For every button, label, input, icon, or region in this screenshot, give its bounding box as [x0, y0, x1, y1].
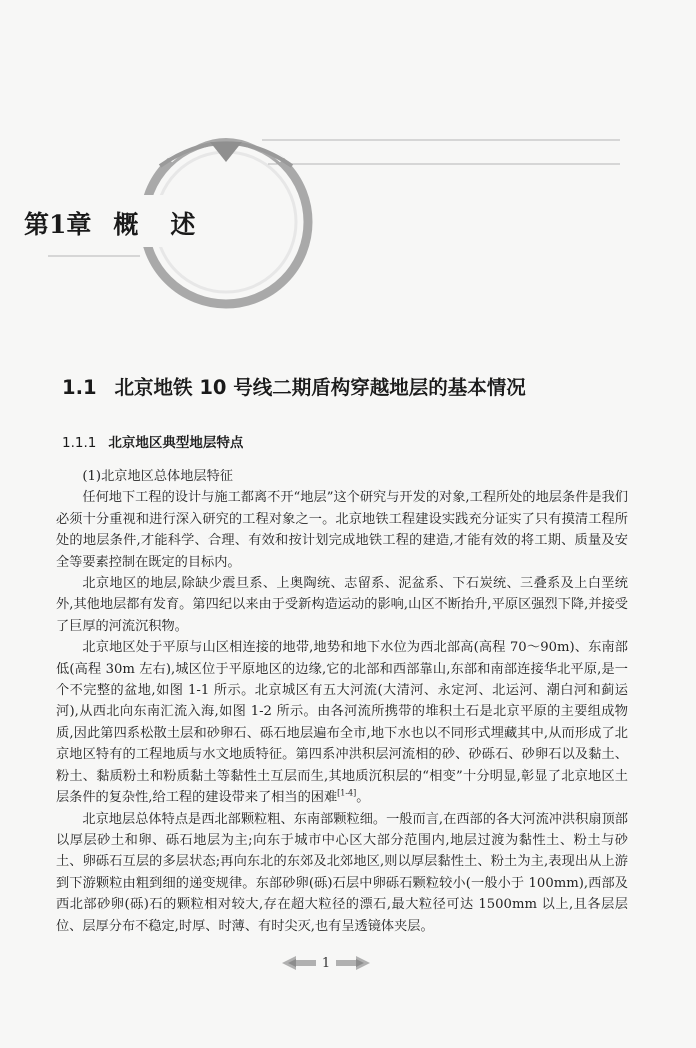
chapter-name: 概述	[113, 210, 228, 239]
chapter-ring-decoration	[0, 0, 696, 320]
page-number: 1	[321, 955, 331, 971]
page-footer	[276, 953, 376, 973]
subsection-number: 1.1.1	[62, 435, 97, 451]
paragraph-3-text: 北京地区处于平原与山区相连接的地带,地势和地下水位为西北部高(高程 70～90m)、东南部低(高程 30m 左右),城区位于平原地区的边缘,它的北部和西部靠山,东部和南部连接华北平原,是一个不完整的盆地,如图 1-1 所示。北京城区有五大河流(大清河、永定河、北运河、潮白河和蓟运河),从西北向东南汇流入海,如图 1-2 所示。由各河流所携带的堆积土石是北京平原的主要组成物质,因此第四系松散土层和砂卵石、砾石地层遍布全市,地下水也以不同形式埋藏其中,从而形成了北京地区特有的工程地质与水文地质特征。第四系冲洪积层河流相的砂、砂砾石、砂卵石以及黏土、粉土、黏质粉土和粉质黏土等黏性土互层而生,其地质沉积层的“相变”十分明显,彰显了北京地区土层条件的复杂性,给工程的建设带来了相当的困难	[56, 640, 628, 806]
section-title	[62, 372, 526, 400]
citation-ref: [1-4]	[337, 788, 357, 798]
subsection-title	[62, 431, 243, 451]
subsection-title-text: 北京地区典型地层特点	[108, 435, 244, 451]
paragraph-2: 北京地区的地层,除缺少震旦系、上奥陶统、志留系、泥盆系、下石炭统、三叠系及上白垩统外,其他地层都有发育。第四纪以来由于受新构造运动的影响,山区不断抬升,平原区强烈下降,并接受了巨厚的河流沉积物。	[56, 576, 628, 634]
paragraph-1: 任何地下工程的设计与施工都离不开“地层”这个研究与开发的对象,工程所处的地层条件是我们必须十分重视和进行深入研究的工程对象之一。北京地铁工程建设实践充分证实了只有摸清工程所处的地层条件,才能科学、合理、有效和按计划完成地铁工程的建造,才能有效的将工期、质量及安全等要素控制在既定的目标内。	[56, 490, 628, 570]
left-arrow-icon	[282, 956, 316, 970]
chapter-number: 第1章	[24, 210, 92, 239]
paragraph-4: 北京地层总体特点是西北部颗粒粗、东南部颗粒细。一般而言,在西部的各大河流冲洪积扇顶部以厚层砂土和卵、砾石地层为主;向东于城市中心区大部分范围内,地层过渡为黏性土、粉土与砂土、卵砾石互层的多层状态;再向东北的东郊及北郊地区,则以厚层黏性土、粉土为主,表现出从上游到下游颗粒由粗到细的递变规律。东部砂卵(砾)石层中卵砾石颗粒较小(一般小于 100mm),西部及西北部砂卵(砾)石的颗粒相对较大,存在超大粒径的漂石,最大粒径可达 1500mm 以上,且各层层位、层厚分布不稳定,时厚、时薄、有时尖灭,也有呈透镜体夹层。	[56, 811, 628, 934]
section-title-text: 北京地铁 10 号线二期盾构穿越地层的基本情况	[114, 376, 526, 399]
section-number: 1.1	[62, 376, 97, 399]
paragraph-heading: (1)北京地区总体地层特征	[82, 469, 233, 484]
right-arrow-icon	[336, 956, 370, 970]
paragraph-3	[56, 637, 628, 808]
paragraph-3-end: 。	[356, 790, 370, 806]
body-text	[56, 466, 628, 937]
chapter-title	[24, 205, 227, 241]
